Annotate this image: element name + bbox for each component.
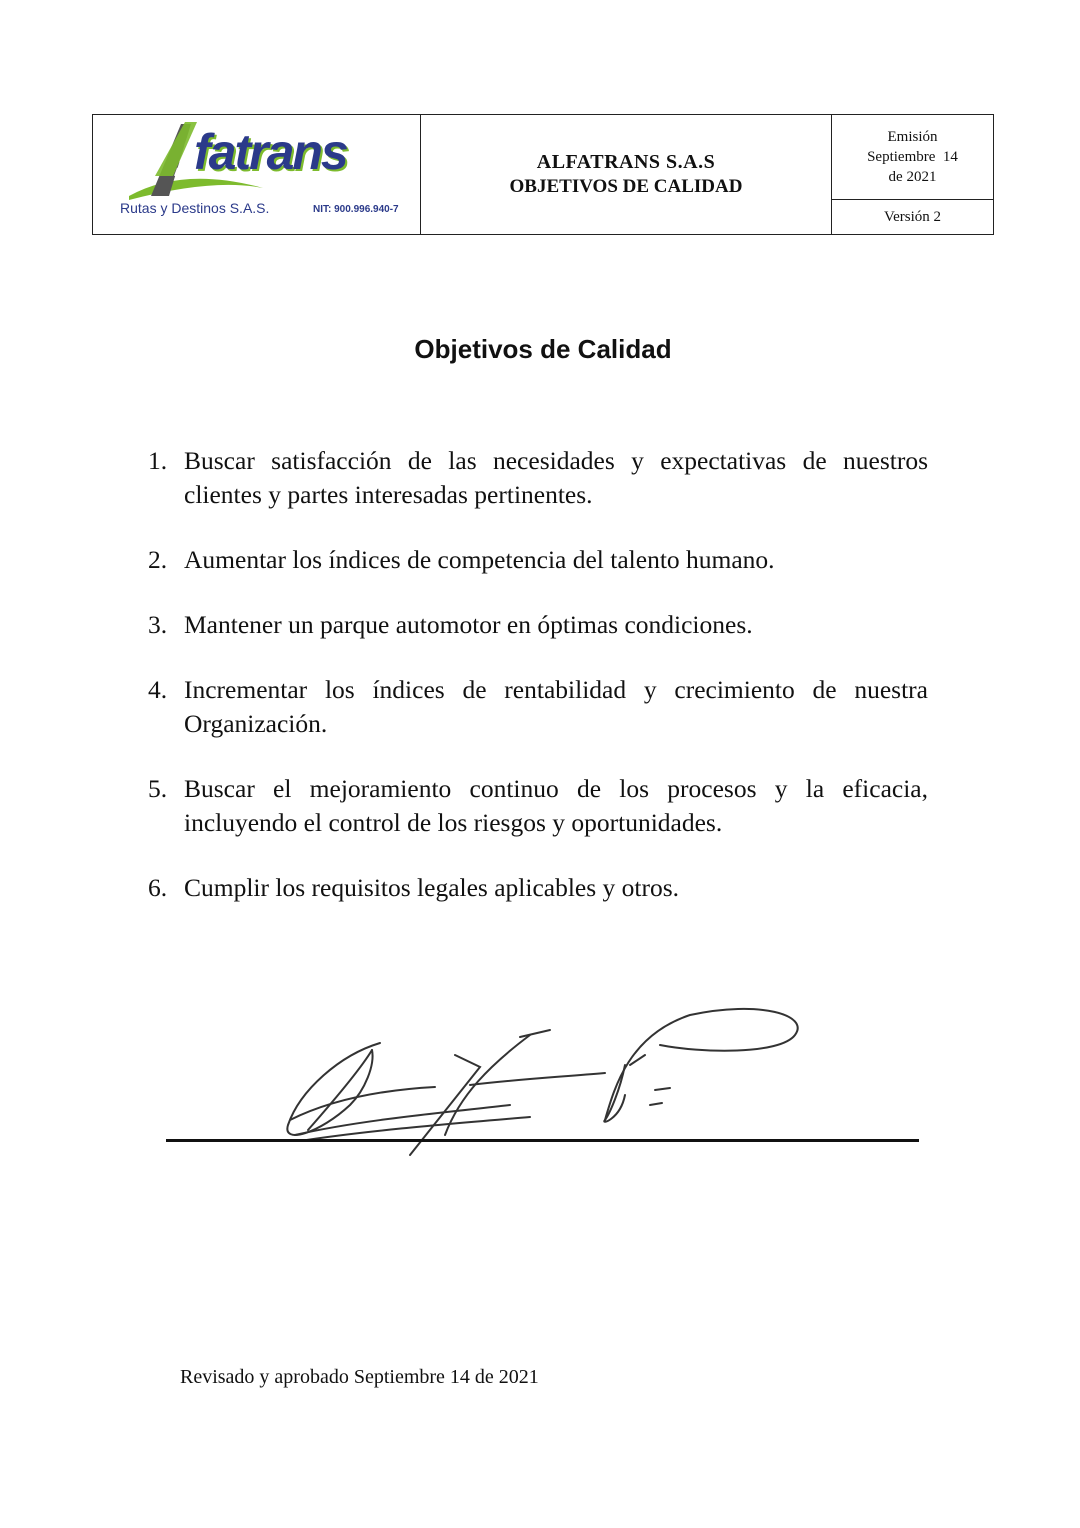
objective-item [148,543,928,577]
logo-nit: NIT: 900.996.940-7 [313,203,399,215]
signature-line [166,1139,919,1142]
objective-number: 6. [148,873,168,902]
handwritten-signature [260,995,820,1160]
objective-number: 3. [148,610,168,639]
document-title: OBJETIVOS DE CALIDAD [509,176,743,197]
document-header [92,114,994,235]
objective-item [148,871,928,905]
logo-subtitle: Rutas y Destinos S.A.S. [120,199,270,216]
logo-wordmark-visible [194,124,347,180]
objective-number: 5. [148,774,168,803]
company-logo [93,116,420,234]
title-cell [421,115,832,235]
page-title: Objetivos de Calidad [414,334,672,364]
objective-item [148,444,928,512]
approval-note: Revisado y aprobado Septiembre 14 de 2021 [180,1366,539,1388]
emission-block [832,115,993,200]
version-block [832,200,993,234]
objective-text: Aumentar los índices de competencia del talento humano. [184,545,775,574]
objective-item [148,673,928,741]
objective-item [148,608,928,642]
objective-number: 1. [148,446,168,475]
meta-cell [832,115,994,235]
objective-text: Cumplir los requisitos legales aplicables y otros. [184,873,680,902]
objective-text: Buscar satisfacción de las necesidades y expectativas de nuestros clientes y partes interesadas pertinentes. [184,446,928,509]
emission-date-line2: de 2021 [888,169,937,185]
objective-text: Buscar el mejoramiento continuo de los procesos y la eficacia, incluyendo el control de los riesgos y oportunidades. [184,774,928,837]
objective-text: Incrementar los índices de rentabilidad y crecimiento de nuestra Organización. [184,675,928,738]
objectives-list [148,444,928,936]
logo-wordmark-tail: fatrans [194,123,347,180]
version-label: Versión 2 [883,208,942,225]
emission-date-line1: Septiembre 14 [867,149,958,165]
objective-number: 2. [148,545,168,574]
objective-number: 4. [148,675,168,704]
objective-item [148,772,928,840]
logo-cell [93,115,421,235]
company-name: ALFATRANS S.A.S [536,151,716,173]
objective-text: Mantener un parque automotor en óptimas condiciones. [184,610,753,639]
emission-label: Emisión [887,129,938,145]
